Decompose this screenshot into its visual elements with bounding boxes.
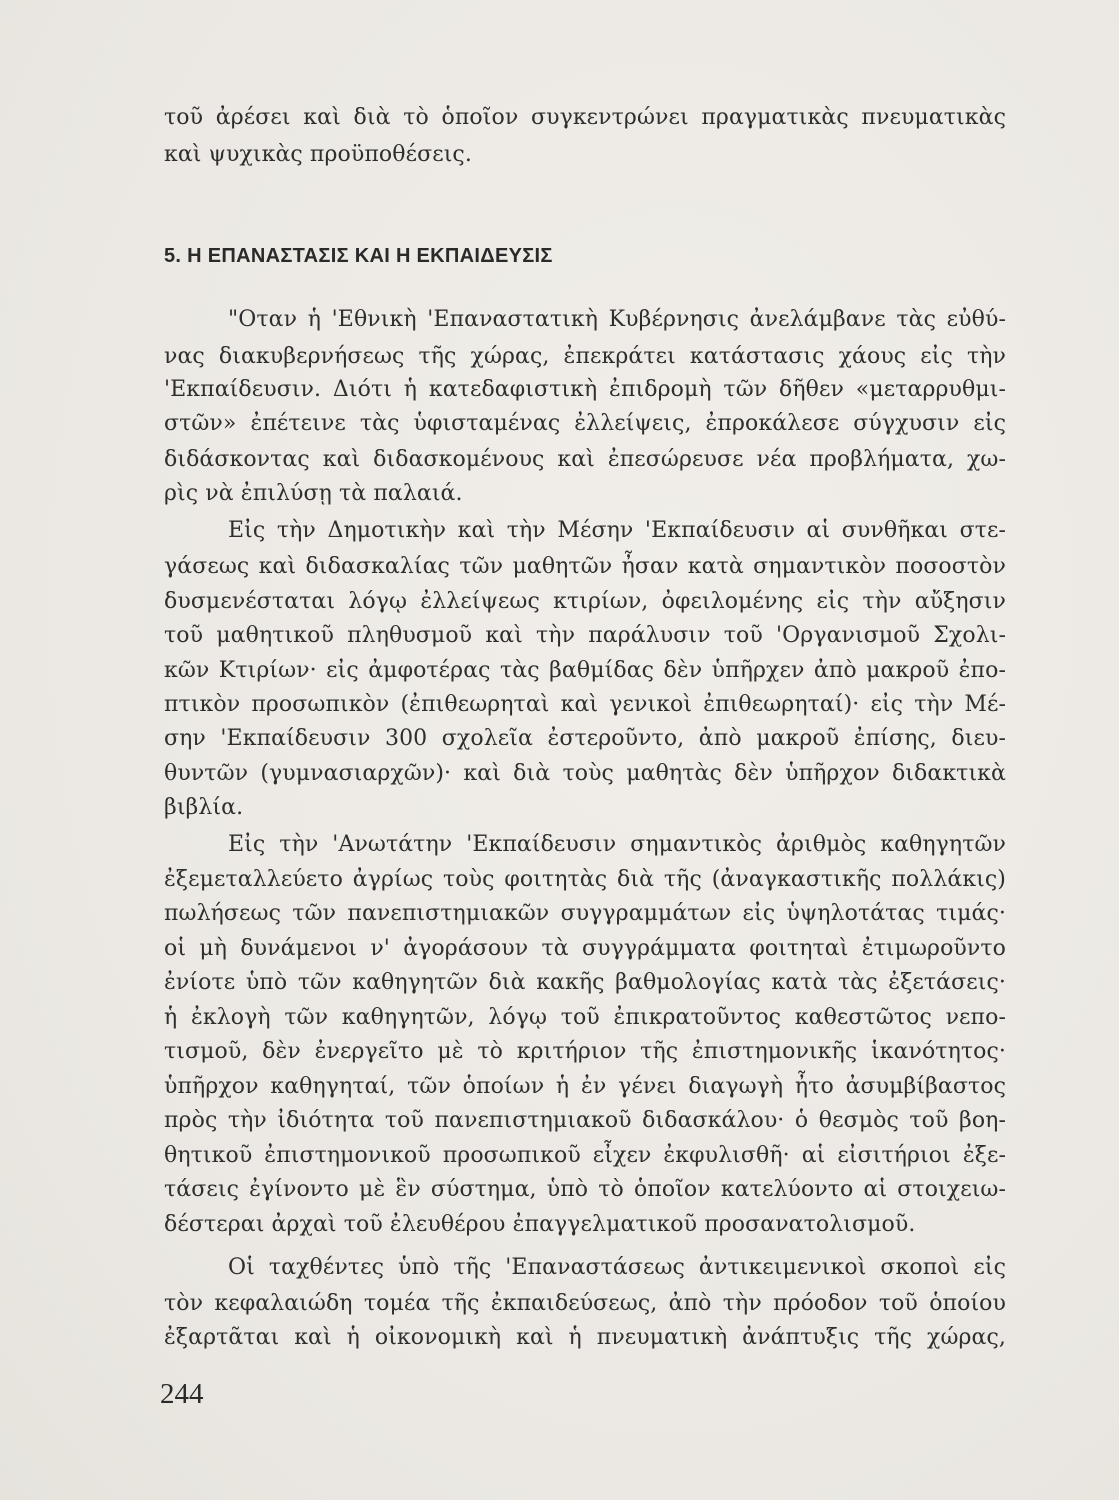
text-line: θητικοῦ ἐπιστημονικοῦ προσωπικοῦ εἶχεν ἐκφυλισθῆ· αἱ εἰσιτήριοι ἐξε- [164, 1143, 1006, 1168]
text-line: θυντῶν (γυμνασιαρχῶν)· καὶ διὰ τοὺς μαθητὰς δὲν ὑπῆρχον διδακτικὰ [164, 761, 1006, 786]
text-line: ἐξεμεταλλεύετο ἀγρίως τοὺς φοιτητὰς διὰ τῆς (ἀναγκαστικῆς πολλάκις) [164, 867, 1006, 892]
text-line: καὶ ψυχικὰς προϋποθέσεις. [164, 142, 472, 167]
text-line: Εἰς τὴν Δημοτικὴν καὶ τὴν Μέσην 'Εκπαίδευσιν αἱ συνθῆκαι στε- [228, 518, 1006, 543]
text-line: τισμοῦ, δὲν ἐνεργεῖτο μὲ τὸ κριτήριον τῆς ἐπιστημονικῆς ἱκανότητος· [164, 1039, 1006, 1064]
text-line: ὑπῆρχον καθηγηταί, τῶν ὁποίων ἡ ἐν γένει διαγωγὴ ἦτο ἀσυμβίβαστος [164, 1074, 1006, 1099]
text-line: τὸν κεφαλαιώδη τομέα τῆς ἐκπαιδεύσεως, ἀπὸ τὴν πρόοδον τοῦ ὁποίου [164, 1291, 1006, 1316]
text-line: διδάσκοντας καὶ διδασκομένους καὶ ἐπεσώρευσε νέα προβλήματα, χω- [164, 447, 1006, 472]
text-line: πτικὸν προσωπικὸν (ἐπιθεωρηταὶ καὶ γενικοὶ ἐπιθεωρηταί)· εἰς τὴν Μέ- [164, 692, 1006, 717]
section-heading: 5. Η ΕΠΑΝΑΣΤΑΣΙΣ ΚΑΙ Η ΕΚΠΑΙΔΕΥΣΙΣ [164, 245, 553, 267]
page-number: 244 [160, 1378, 204, 1410]
text-line: νας διακυβερνήσεως τῆς χώρας, ἐπεκράτει κατάστασις χάους εἰς τὴν [164, 344, 1006, 369]
text-line: τοῦ μαθητικοῦ πληθυσμοῦ καὶ τὴν παράλυσιν τοῦ 'Οργανισμοῦ Σχολι- [164, 623, 1006, 648]
text-line: τοῦ ἀρέσει καὶ διὰ τὸ ὁποῖον συγκεντρώνει πραγματικὰς πνευματικὰς [164, 105, 1006, 130]
text-line: οἱ μὴ δυνάμενοι ν' ἀγοράσουν τὰ συγγράμματα φοιτηταὶ ἐτιμωροῦντο [164, 936, 1006, 961]
text-line: ρὶς νὰ ἐπιλύσῃ τὰ παλαιά. [164, 481, 463, 506]
text-line: στῶν» ἐπέτεινε τὰς ὑφισταμένας ἐλλείψεις, ἐπροκάλεσε σύγχυσιν εἰς [164, 411, 1006, 436]
text-line: ἡ ἐκλογὴ τῶν καθηγητῶν, λόγῳ τοῦ ἐπικρατοῦντος καθεστῶτος νεπο- [164, 1005, 1006, 1030]
text-line: ἐξαρτᾶται καὶ ἡ οἰκονομικὴ καὶ ἡ πνευματικὴ ἀνάπτυξις τῆς χώρας, [164, 1325, 1006, 1350]
text-line: γάσεως καὶ διδασκαλίας τῶν μαθητῶν ἦσαν κατὰ σημαντικὸν ποσοστὸν [164, 554, 1006, 579]
text-line: τάσεις ἐγίνοντο μὲ ἓν σύστημα, ὑπὸ τὸ ὁποῖον κατελύοντο αἱ στοιχειω- [164, 1177, 1006, 1202]
text-line: δυσμενέσταται λόγῳ ἐλλείψεως κτιρίων, ὀφειλομένης εἰς τὴν αὔξησιν [164, 589, 1006, 614]
text-line: βιβλία. [164, 795, 244, 820]
text-line: Εἰς τὴν 'Ανωτάτην 'Εκπαίδευσιν σημαντικὸς ἀριθμὸς καθηγητῶν [228, 832, 1006, 857]
text-line: Οἱ ταχθέντες ὑπὸ τῆς 'Επαναστάσεως ἀντικειμενικοὶ σκοποὶ εἰς [228, 1255, 1006, 1280]
text-line: "Οταν ἡ 'Εθνικὴ 'Επαναστατικὴ Κυβέρνησις ἀνελάμβανε τὰς εὐθύ- [228, 307, 1006, 332]
text-line: 'Εκπαίδευσιν. Διότι ἡ κατεδαφιστικὴ ἐπιδρομὴ τῶν δῆθεν «μεταρρυθμι- [164, 377, 1006, 402]
text-line: πρὸς τὴν ἰδιότητα τοῦ πανεπιστημιακοῦ διδασκάλου· ὁ θεσμὸς τοῦ βοη- [164, 1108, 1006, 1133]
text-line: δέστεραι ἀρχαὶ τοῦ ἐλευθέρου ἐπαγγελματικοῦ προσανατολισμοῦ. [164, 1212, 916, 1237]
text-line: πωλήσεως τῶν πανεπιστημιακῶν συγγραμμάτων εἰς ὑψηλοτάτας τιμάς· [164, 901, 1006, 926]
text-line: κῶν Κτιρίων· εἰς ἀμφοτέρας τὰς βαθμίδας δὲν ὑπῆρχεν ἀπὸ μακροῦ ἐπο- [164, 658, 1006, 683]
text-line: ἐνίοτε ὑπὸ τῶν καθηγητῶν διὰ κακῆς βαθμολογίας κατὰ τὰς ἐξετάσεις· [164, 970, 1006, 995]
text-line: σην 'Εκπαίδευσιν 300 σχολεῖα ἐστεροῦντο, ἀπὸ μακροῦ ἐπίσης, διευ- [164, 726, 1006, 751]
